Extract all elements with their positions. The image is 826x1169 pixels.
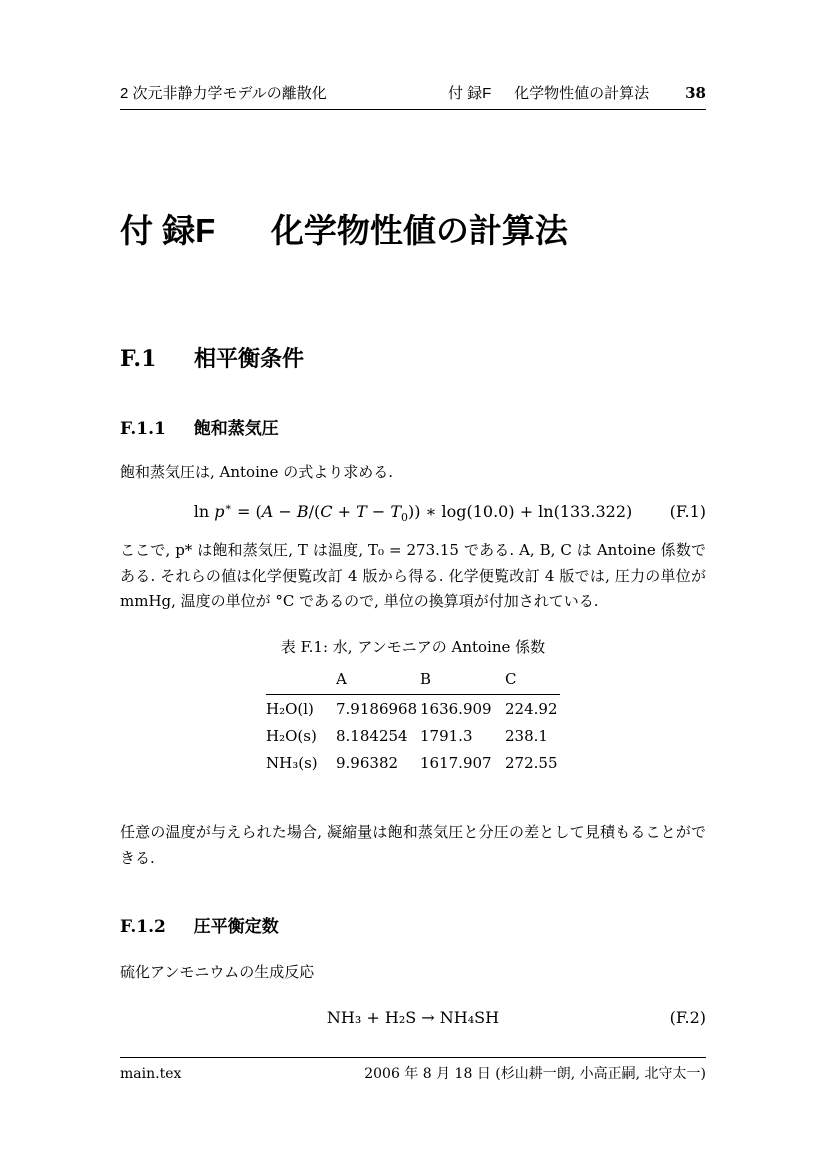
header-chapter-label: 付 録F (447, 85, 492, 102)
value-cell-a: 8.184254 (336, 727, 408, 745)
table-caption: 表 F.1: 水, アンモニアの Antoine 係数 (280, 638, 546, 656)
equation-f1 (120, 500, 706, 524)
value-cell-a: 9.96382 (336, 754, 399, 772)
chapter-title-text: 化学物性値の計算法 (270, 212, 568, 249)
table-row (266, 749, 560, 776)
subsection-number: F.1.2 (120, 917, 166, 937)
header-left-title: 2 次元非静力学モデルの離散化 (120, 85, 327, 102)
antoine-table (266, 668, 560, 776)
page-header (120, 85, 706, 110)
value-cell-c: 272.55 (505, 754, 558, 772)
section-number: F.1 (120, 346, 157, 372)
section-title: 相平衡条件 (194, 346, 305, 371)
paragraph-condensation: 任意の温度が与えられた場合, 凝縮量は飽和蒸気圧と分圧の差として見積もることができる. (120, 823, 706, 867)
subsection-number: F.1.1 (120, 419, 166, 439)
subsection-heading-f11 (120, 414, 279, 439)
table-row (266, 722, 560, 749)
species-cell: H₂O(s) (266, 727, 317, 745)
footer-date-authors: 2006 年 8 月 18 日 (杉山耕一朗, 小高正嗣, 北守太一) (364, 1066, 706, 1082)
table-row (266, 695, 560, 723)
subsection-title: 飽和蒸気圧 (193, 419, 279, 438)
table-header-row (266, 668, 560, 695)
paragraph-reaction-intro: 硫化アンモニウムの生成反応 (120, 963, 315, 981)
column-header-species (266, 668, 336, 695)
subsection-heading-f12 (120, 912, 279, 937)
footer-filename: main.tex (120, 1066, 182, 1082)
paragraph-antoine-detail: ここで, p* は飽和蒸気圧, T は温度, T₀ = 273.15 である. A, B, C は Antoine 係数である. それらの値は化学便覧改訂 4 版から得る. 化学便覧改訂 4 版では, 圧力の単位が mmHg, 温度の単位が °C であるので, 単位の換算項が付加されている. (120, 541, 706, 610)
equation-f2-tag: (F.2) (669, 1008, 706, 1027)
header-chapter-title: 化学物性値の計算法 (514, 85, 650, 102)
paragraph-antoine-intro: 飽和蒸気圧は, Antoine の式より求める. (120, 463, 393, 481)
section-heading-f1 (120, 342, 304, 373)
equation-f1-body: $\ln p^∗ = (A - B/(C + T - T_0))$ ∗ log(10.0) + ln(133.322) (193, 500, 633, 525)
header-page-number: 38 (685, 84, 706, 102)
equation-f2 (120, 1006, 706, 1030)
equation-f2-body: NH₃ + H₂S → NH₄SH (326, 1008, 500, 1027)
column-header-c: C (505, 668, 560, 695)
value-cell-b: 1617.907 (420, 754, 492, 772)
value-cell-b: 1636.909 (420, 700, 492, 718)
chapter-number-label: 付 録F (120, 212, 216, 249)
value-cell-c: 238.1 (505, 727, 548, 745)
column-header-b: B (420, 668, 505, 695)
value-cell-b: 1791.3 (420, 727, 473, 745)
antoine-table-container (120, 668, 706, 776)
page-footer (120, 1057, 706, 1083)
species-cell: NH₃(s) (266, 754, 318, 772)
value-cell-a: 7.9186968 (336, 700, 418, 718)
column-header-a: A (336, 668, 420, 695)
value-cell-c: 224.92 (505, 700, 558, 718)
subsection-title: 圧平衡定数 (193, 917, 279, 936)
equation-f1-tag: (F.1) (669, 502, 706, 521)
chapter-title (120, 208, 568, 254)
species-cell: H₂O(l) (266, 700, 314, 718)
header-chapter-mark (448, 85, 649, 102)
